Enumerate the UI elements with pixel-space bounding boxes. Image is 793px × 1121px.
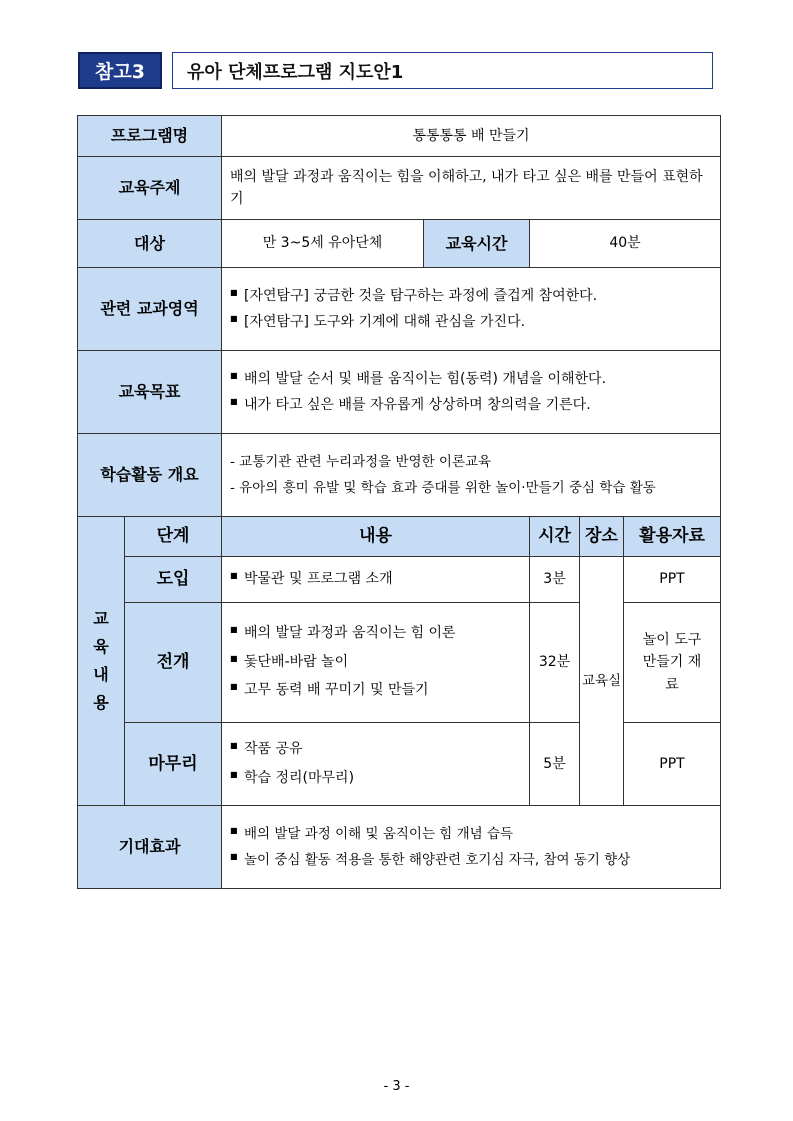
- stage-row: [78, 603, 721, 723]
- program-name-label: 프로그램명: [78, 116, 222, 157]
- stage-materials: PPT: [624, 557, 721, 603]
- effects-row: [78, 806, 721, 889]
- program-name-value: 통통통통 배 만들기: [222, 116, 721, 157]
- stage-materials: 놀이 도구 만들기 재료: [624, 603, 721, 723]
- stage-item: ■ 학습 정리(마무리): [230, 768, 521, 790]
- overview-label: 학습활동 개요: [78, 434, 222, 517]
- place-header: 장소: [580, 517, 624, 557]
- effects-label: 기대효과: [78, 806, 222, 889]
- stage-time: 32분: [530, 603, 580, 723]
- target-value: 만 3~5세 유아단체: [222, 220, 424, 268]
- content-side-label: 교 육 내 용: [78, 517, 125, 806]
- overview-row: [78, 434, 721, 517]
- stage-materials: PPT: [624, 723, 721, 806]
- effect-item: ■ 배의 발달 과정 이해 및 움직이는 힘 개념 습득: [230, 825, 712, 843]
- target-row: [78, 220, 721, 268]
- curriculum-label: 관련 교과영역: [78, 268, 222, 351]
- effect-item: ■ 놀이 중심 활동 적용을 통한 해양관련 호기심 자극, 참여 동기 향상: [230, 851, 712, 869]
- materials-header: 활용자료: [624, 517, 721, 557]
- time-label: 교육시간: [424, 220, 530, 268]
- goal-item: ■ 배의 발달 순서 및 배를 움직이는 힘(동력) 개념을 이해한다.: [230, 370, 712, 389]
- stage-header: 단계: [125, 517, 222, 557]
- reference-badge: 참고3: [78, 52, 162, 89]
- theme-row: [78, 157, 721, 220]
- stage-row: [78, 723, 721, 806]
- place-value: 교육실: [580, 557, 624, 806]
- theme-label: 교육주제: [78, 157, 222, 220]
- stage-name: 마무리: [125, 723, 222, 806]
- time-value: 40분: [530, 220, 721, 268]
- stage-item: ■ 고무 동력 배 꾸미기 및 만들기: [230, 680, 521, 702]
- overview-item: - 교통기관 관련 누리과정을 반영한 이론교육: [230, 453, 712, 471]
- curriculum-item: ■ [자연탐구] 도구와 기계에 대해 관심을 가진다.: [230, 313, 712, 332]
- overview-item: - 유아의 흥미 유발 및 학습 효과 증대를 위한 놀이·만들기 중심 학습 활동: [230, 479, 712, 497]
- page-title: 유아 단체프로그램 지도안1: [172, 52, 713, 89]
- program-name-row: [78, 116, 721, 157]
- stage-item: ■ 배의 발달 과정과 움직이는 힘 이론: [230, 623, 521, 645]
- theme-value: 배의 발달 과정과 움직이는 힘을 이해하고, 내가 타고 싶은 배를 만들어 표현하기: [222, 157, 721, 220]
- stage-time: 3분: [530, 557, 580, 603]
- stage-name: 전개: [125, 603, 222, 723]
- time-header: 시간: [530, 517, 580, 557]
- stage-time: 5분: [530, 723, 580, 806]
- goal-item: ■ 내가 타고 싶은 배를 자유롭게 상상하며 창의력을 기른다.: [230, 396, 712, 415]
- curriculum-item: ■ [자연탐구] 궁금한 것을 탐구하는 과정에 즐겁게 참여한다.: [230, 287, 712, 306]
- stage-item: ■ 돛단배-바람 놀이: [230, 652, 521, 674]
- curriculum-row: [78, 268, 721, 351]
- stage-item: ■ 박물관 및 프로그램 소개: [230, 570, 521, 589]
- goals-row: [78, 351, 721, 434]
- stage-row: [78, 557, 721, 603]
- target-label: 대상: [78, 220, 222, 268]
- stage-item: ■ 작품 공유: [230, 739, 521, 761]
- lesson-plan-table: [77, 115, 721, 889]
- goals-label: 교육목표: [78, 351, 222, 434]
- page-number: - 3 -: [383, 1079, 410, 1094]
- content-header-row: [78, 517, 721, 557]
- stage-name: 도입: [125, 557, 222, 603]
- content-header: 내용: [222, 517, 530, 557]
